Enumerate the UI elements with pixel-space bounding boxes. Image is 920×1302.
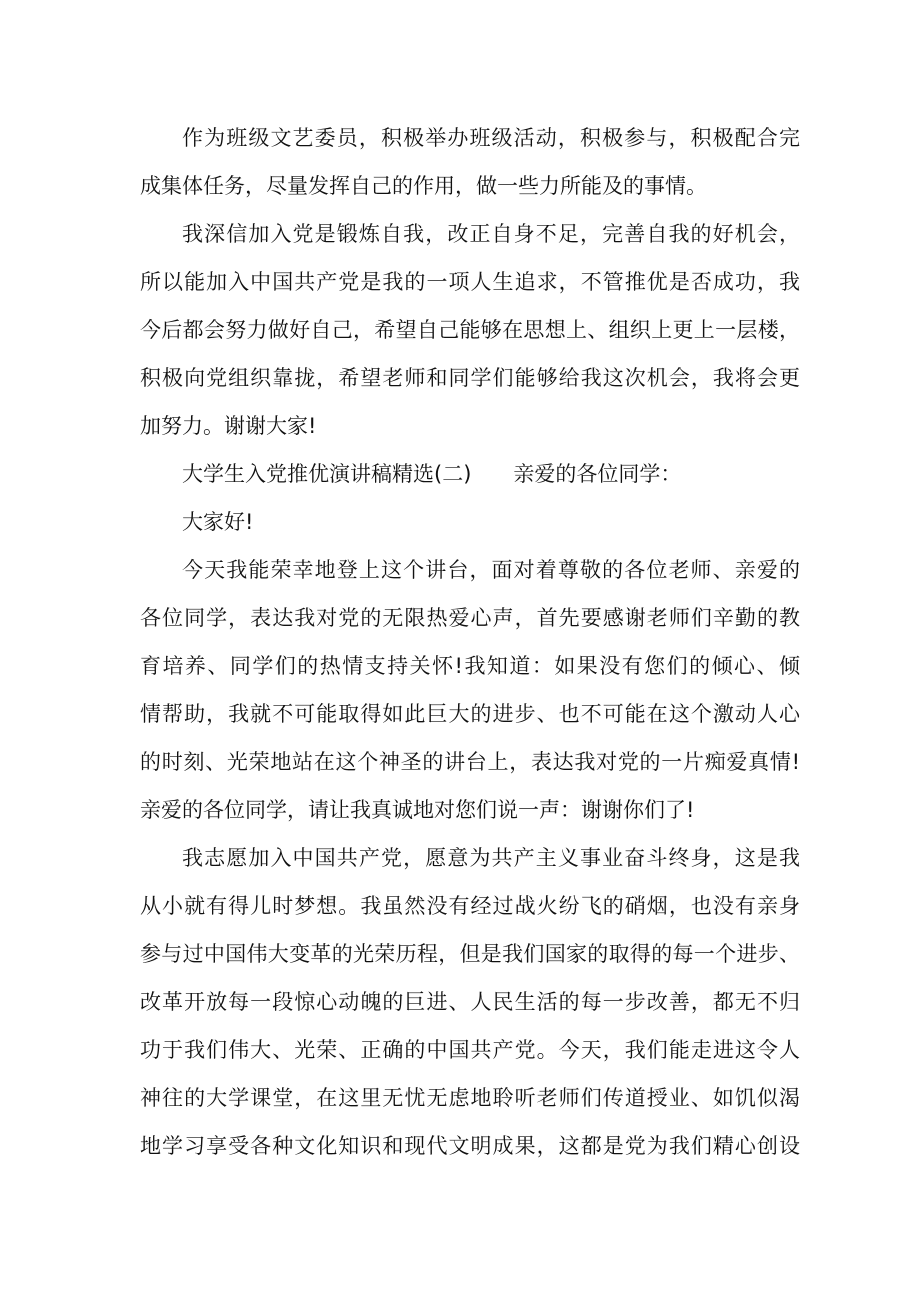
- text-line-18: 参与过中国伟大变革的光荣历程，但是我们国家的取得的每一个进步、: [140, 942, 800, 966]
- text-line-22: 地学习享受各种文化知识和现代文明成果，这都是党为我们精心创设: [140, 1134, 800, 1158]
- text-line-2: 成集体任务，尽量发挥自己的作用，做一些力所能及的事情。: [140, 174, 707, 198]
- text-line-15: 亲爱的各位同学，请让我真诚地对您们说一声：谢谢你们了!: [140, 798, 695, 822]
- greeting-line: 大家好!: [182, 510, 254, 534]
- text-line-17: 从小就有得儿时梦想。我虽然没有经过战火纷飞的硝烟，也没有亲身: [140, 894, 800, 918]
- text-line-14: 的时刻、光荣地站在这个神圣的讲台上，表达我对党的一片痴爱真情!: [140, 750, 800, 774]
- text-line-5: 今后都会努力做好自己，希望自己能够在思想上、组织上更上一层楼，: [140, 318, 800, 342]
- text-line-19: 改革开放每一段惊心动魄的巨进、人民生活的每一步改善，都无不归: [140, 990, 800, 1014]
- text-line-6: 积极向党组织靠拢，希望老师和同学们能够给我这次机会，我将会更: [140, 366, 800, 390]
- text-line-21: 神往的大学课堂，在这里无忧无虑地聆听老师们传道授业、如饥似渴: [140, 1086, 800, 1110]
- text-line-3: 我深信加入党是锻炼自我，改正自身不足，完善自我的好机会，: [182, 222, 800, 246]
- text-line-12: 育培养、同学们的热情支持关怀!我知道：如果没有您们的倾心、倾: [140, 654, 800, 678]
- text-line-4: 所以能加入中国共产党是我的一项人生追求，不管推优是否成功，我: [140, 270, 800, 294]
- text-line-13: 情帮助，我就不可能取得如此巨大的进步、也不可能在这个激动人心: [140, 702, 800, 726]
- section-heading-line: 大学生入党推优演讲稿精选(二) 亲爱的各位同学：: [182, 462, 682, 486]
- text-line-10: 今天我能荣幸地登上这个讲台，面对着尊敬的各位老师、亲爱的: [182, 558, 800, 582]
- text-line-7: 加努力。谢谢大家!: [140, 414, 317, 438]
- text-line-1: 作为班级文艺委员，积极举办班级活动，积极参与，积极配合完: [182, 126, 800, 150]
- text-line-16: 我志愿加入中国共产党，愿意为共产主义事业奋斗终身，这是我: [182, 846, 800, 870]
- text-line-11: 各位同学，表达我对党的无限热爱心声，首先要感谢老师们辛勤的教: [140, 606, 800, 630]
- text-line-20: 功于我们伟大、光荣、正确的中国共产党。今天，我们能走进这令人: [140, 1038, 800, 1062]
